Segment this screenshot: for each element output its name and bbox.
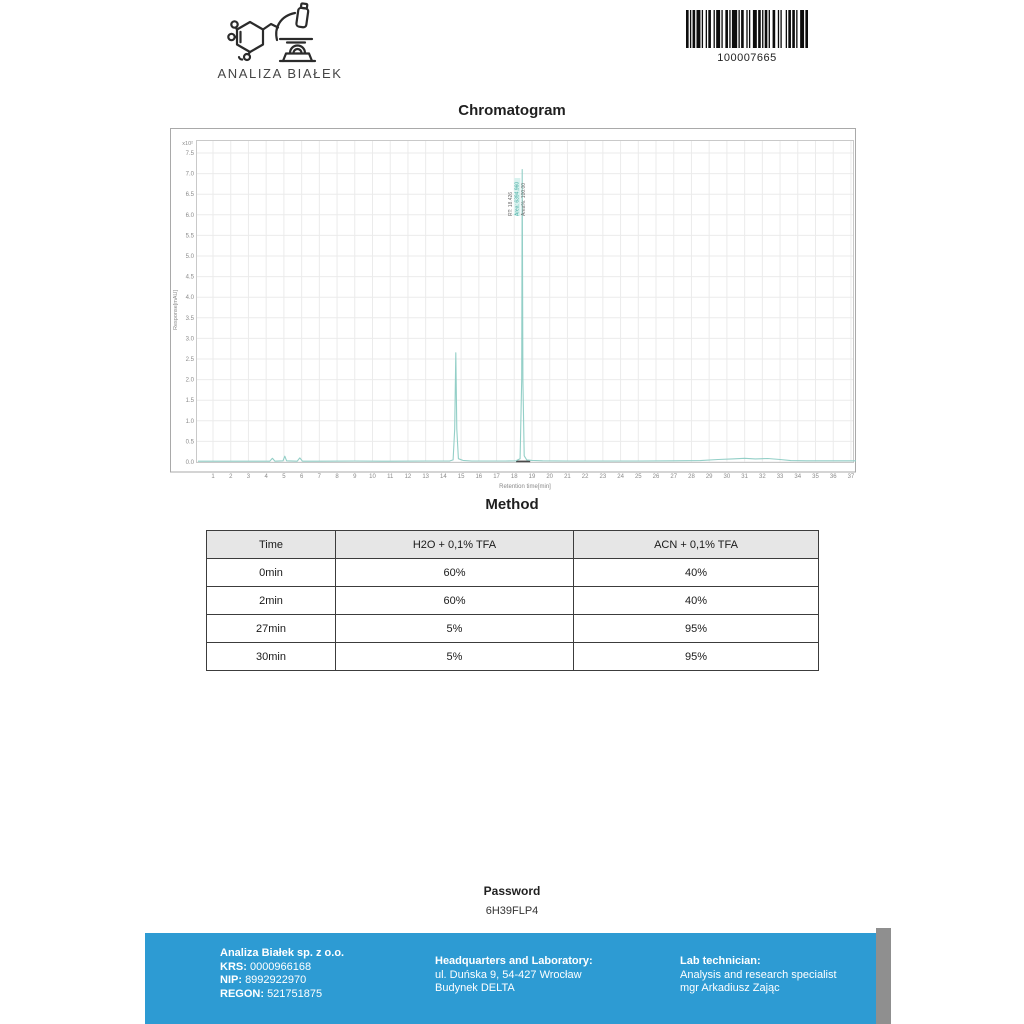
method-table-cell: 60%: [336, 559, 574, 587]
y-tick-label: 3.0: [185, 336, 194, 343]
company-name: Analiza Białek sp. z o.o.: [220, 947, 345, 959]
headquarters-heading: Headquarters and Laboratory:: [435, 955, 593, 967]
y-tick-label: 5.0: [185, 254, 194, 260]
x-tick-label: 6: [299, 474, 304, 480]
y-tick-label: 0.0: [185, 460, 194, 466]
method-table-cell: 95%: [574, 643, 819, 671]
y-tick-label: 1.0: [185, 418, 194, 425]
x-tick-label: 4: [264, 474, 268, 480]
x-tick-label: 31: [741, 474, 748, 480]
method-table-row: [207, 615, 819, 643]
barcode-bar: [758, 10, 761, 48]
x-tick-label: 30: [723, 474, 731, 480]
x-tick-label: 17: [493, 474, 500, 480]
method-table-row: [207, 559, 819, 587]
barcode-bar: [778, 10, 779, 48]
barcode-bar: [786, 10, 787, 48]
y-tick-label: 2.0: [185, 377, 194, 384]
barcode-value: 100007665: [717, 52, 777, 64]
company-regon: REGON: 521751875: [220, 987, 323, 1000]
x-tick-label: 3: [246, 474, 251, 480]
barcode-bar: [693, 10, 696, 48]
method-table-cell: 40%: [574, 587, 819, 615]
barcode-bar: [708, 10, 711, 48]
x-tick-label: 24: [617, 474, 624, 480]
company-krs: KRS: 0000966168: [220, 960, 312, 973]
chromatogram-chart: [170, 128, 856, 494]
barcode-bar: [690, 10, 691, 48]
x-tick-label: 5: [282, 474, 286, 480]
x-tick-label: 26: [652, 474, 660, 480]
footer-company-info: [220, 947, 344, 1001]
method-column-header: ACN + 0,1% TFA: [574, 531, 819, 559]
method-table-cell: 40%: [574, 559, 819, 587]
barcode-bar: [725, 10, 728, 48]
x-tick-label: 8: [335, 474, 339, 480]
barcode-bar: [716, 10, 720, 48]
y-tick-label: 4.5: [185, 274, 194, 281]
barcode-bar: [762, 10, 763, 48]
technician-role: Analysis and research specialist: [680, 968, 837, 981]
password-block: [0, 884, 1024, 917]
peak-annotation-line: RT: 18.426: [508, 191, 515, 216]
technician-name: mgr Arkadiusz Zając: [680, 982, 780, 994]
method-table-row: [207, 587, 819, 615]
x-tick-label: 7: [317, 474, 322, 480]
page-edge-shadow: [876, 928, 891, 1024]
password-value: 6H39FLP4: [485, 905, 539, 917]
x-tick-label: 12: [404, 474, 412, 480]
headquarters-building: Budynek DELTA: [435, 982, 515, 994]
method-table-cell: 95%: [574, 615, 819, 643]
barcode-bar: [769, 10, 770, 48]
barcode-bar: [753, 10, 757, 48]
barcode-bar: [796, 10, 797, 48]
x-tick-label: 28: [688, 474, 695, 480]
barcode-bar: [721, 10, 722, 48]
method-table-cell: 5%: [336, 643, 574, 671]
method-table-cell: 0min: [207, 559, 336, 587]
y-tick-label: 0.5: [185, 439, 194, 446]
method-table-row: [207, 643, 819, 671]
barcode-bar: [749, 10, 750, 48]
footer-headquarters: [435, 955, 593, 996]
barcode-bar: [732, 10, 737, 48]
barcode-bar: [702, 10, 703, 48]
footer: [145, 933, 876, 1024]
x-tick-label: 10: [369, 474, 376, 480]
barcode-bar: [780, 10, 781, 48]
y-tick-label: 3.5: [185, 315, 194, 322]
company-logo: [200, 2, 360, 81]
x-tick-label: 37: [847, 474, 855, 480]
x-tick-label: 11: [387, 474, 394, 480]
barcode-bar: [765, 10, 768, 48]
y-tick-label: 7.0: [185, 171, 194, 178]
y-scale-label: x10²: [182, 141, 193, 147]
barcode-bar: [696, 10, 700, 48]
x-tick-label: 2: [229, 474, 233, 480]
x-tick-label: 33: [776, 474, 784, 480]
footer-technician: [680, 955, 837, 996]
method-table-cell: 2min: [207, 587, 336, 615]
barcode-bar: [788, 10, 791, 48]
headquarters-address: ul. Duńska 9, 54-427 Wrocław: [435, 968, 582, 981]
barcode-bar: [805, 10, 808, 48]
barcode-bar: [686, 10, 689, 48]
x-tick-label: 13: [422, 474, 430, 480]
barcode-bar: [746, 10, 747, 48]
barcode-bar: [741, 10, 744, 48]
x-tick-label: 32: [758, 474, 766, 480]
method-table-cell: 30min: [207, 643, 336, 671]
x-tick-label: 18: [510, 474, 518, 480]
method-table-cell: 27min: [207, 615, 336, 643]
x-tick-label: 35: [812, 474, 819, 480]
method-table-cell: 5%: [336, 615, 574, 643]
method-table: [206, 530, 819, 671]
y-tick-label: 4.0: [185, 295, 194, 302]
chromatogram-title: Chromatogram: [458, 102, 566, 119]
barcode-image: [686, 10, 808, 48]
method-column-header: H2O + 0,1% TFA: [336, 531, 574, 559]
x-tick-label: 16: [475, 474, 483, 480]
x-tick-label: 9: [353, 474, 357, 480]
x-tick-label: 25: [634, 474, 642, 480]
y-tick-label: 2.5: [185, 357, 194, 363]
barcode-bar: [706, 10, 707, 48]
x-tick-label: 15: [457, 474, 465, 480]
x-tick-label: 27: [670, 474, 678, 480]
x-tick-label: 21: [564, 474, 571, 480]
x-tick-label: 22: [581, 474, 589, 480]
barcode-bar: [792, 10, 795, 48]
y-tick-label: 1.5: [185, 398, 194, 405]
y-tick-label: 6.5: [185, 192, 194, 199]
barcode-bar: [729, 10, 730, 48]
method-title: Method: [485, 496, 539, 513]
x-tick-label: 34: [794, 474, 802, 480]
barcode-bar: [714, 10, 715, 48]
barcode-bar: [800, 10, 804, 48]
company-nip: NIP: 8992922970: [220, 974, 307, 986]
password-label: Password: [483, 884, 541, 898]
barcode-bar: [738, 10, 739, 48]
barcode: [680, 10, 814, 64]
technician-heading: Lab technician:: [680, 955, 761, 967]
microscope-molecule-icon: [220, 2, 340, 64]
y-axis-title: Response[mAU]: [173, 289, 179, 330]
x-tick-label: 36: [829, 474, 837, 480]
y-tick-label: 6.0: [185, 212, 194, 219]
x-tick-label: 14: [440, 474, 447, 480]
peak-annotation-line: Area%: 100.00: [521, 182, 528, 216]
y-tick-label: 7.5: [185, 151, 194, 157]
peak-annotation-line: Area: 6394.960: [514, 181, 521, 216]
method-table-body: [207, 559, 819, 671]
x-tick-label: 1: [211, 474, 215, 480]
x-tick-label: 20: [546, 474, 554, 480]
x-axis-title: Retention time[min]: [499, 484, 551, 490]
x-tick-label: 29: [705, 474, 713, 480]
method-column-header: Time: [207, 531, 336, 559]
logo-text: ANALIZA BIAŁEK: [217, 66, 343, 81]
x-tick-label: 19: [528, 474, 536, 480]
y-tick-label: 5.5: [185, 233, 194, 240]
x-tick-label: 23: [599, 474, 607, 480]
method-table-header-row: [207, 531, 819, 559]
method-table-cell: 60%: [336, 587, 574, 615]
barcode-bar: [773, 10, 776, 48]
